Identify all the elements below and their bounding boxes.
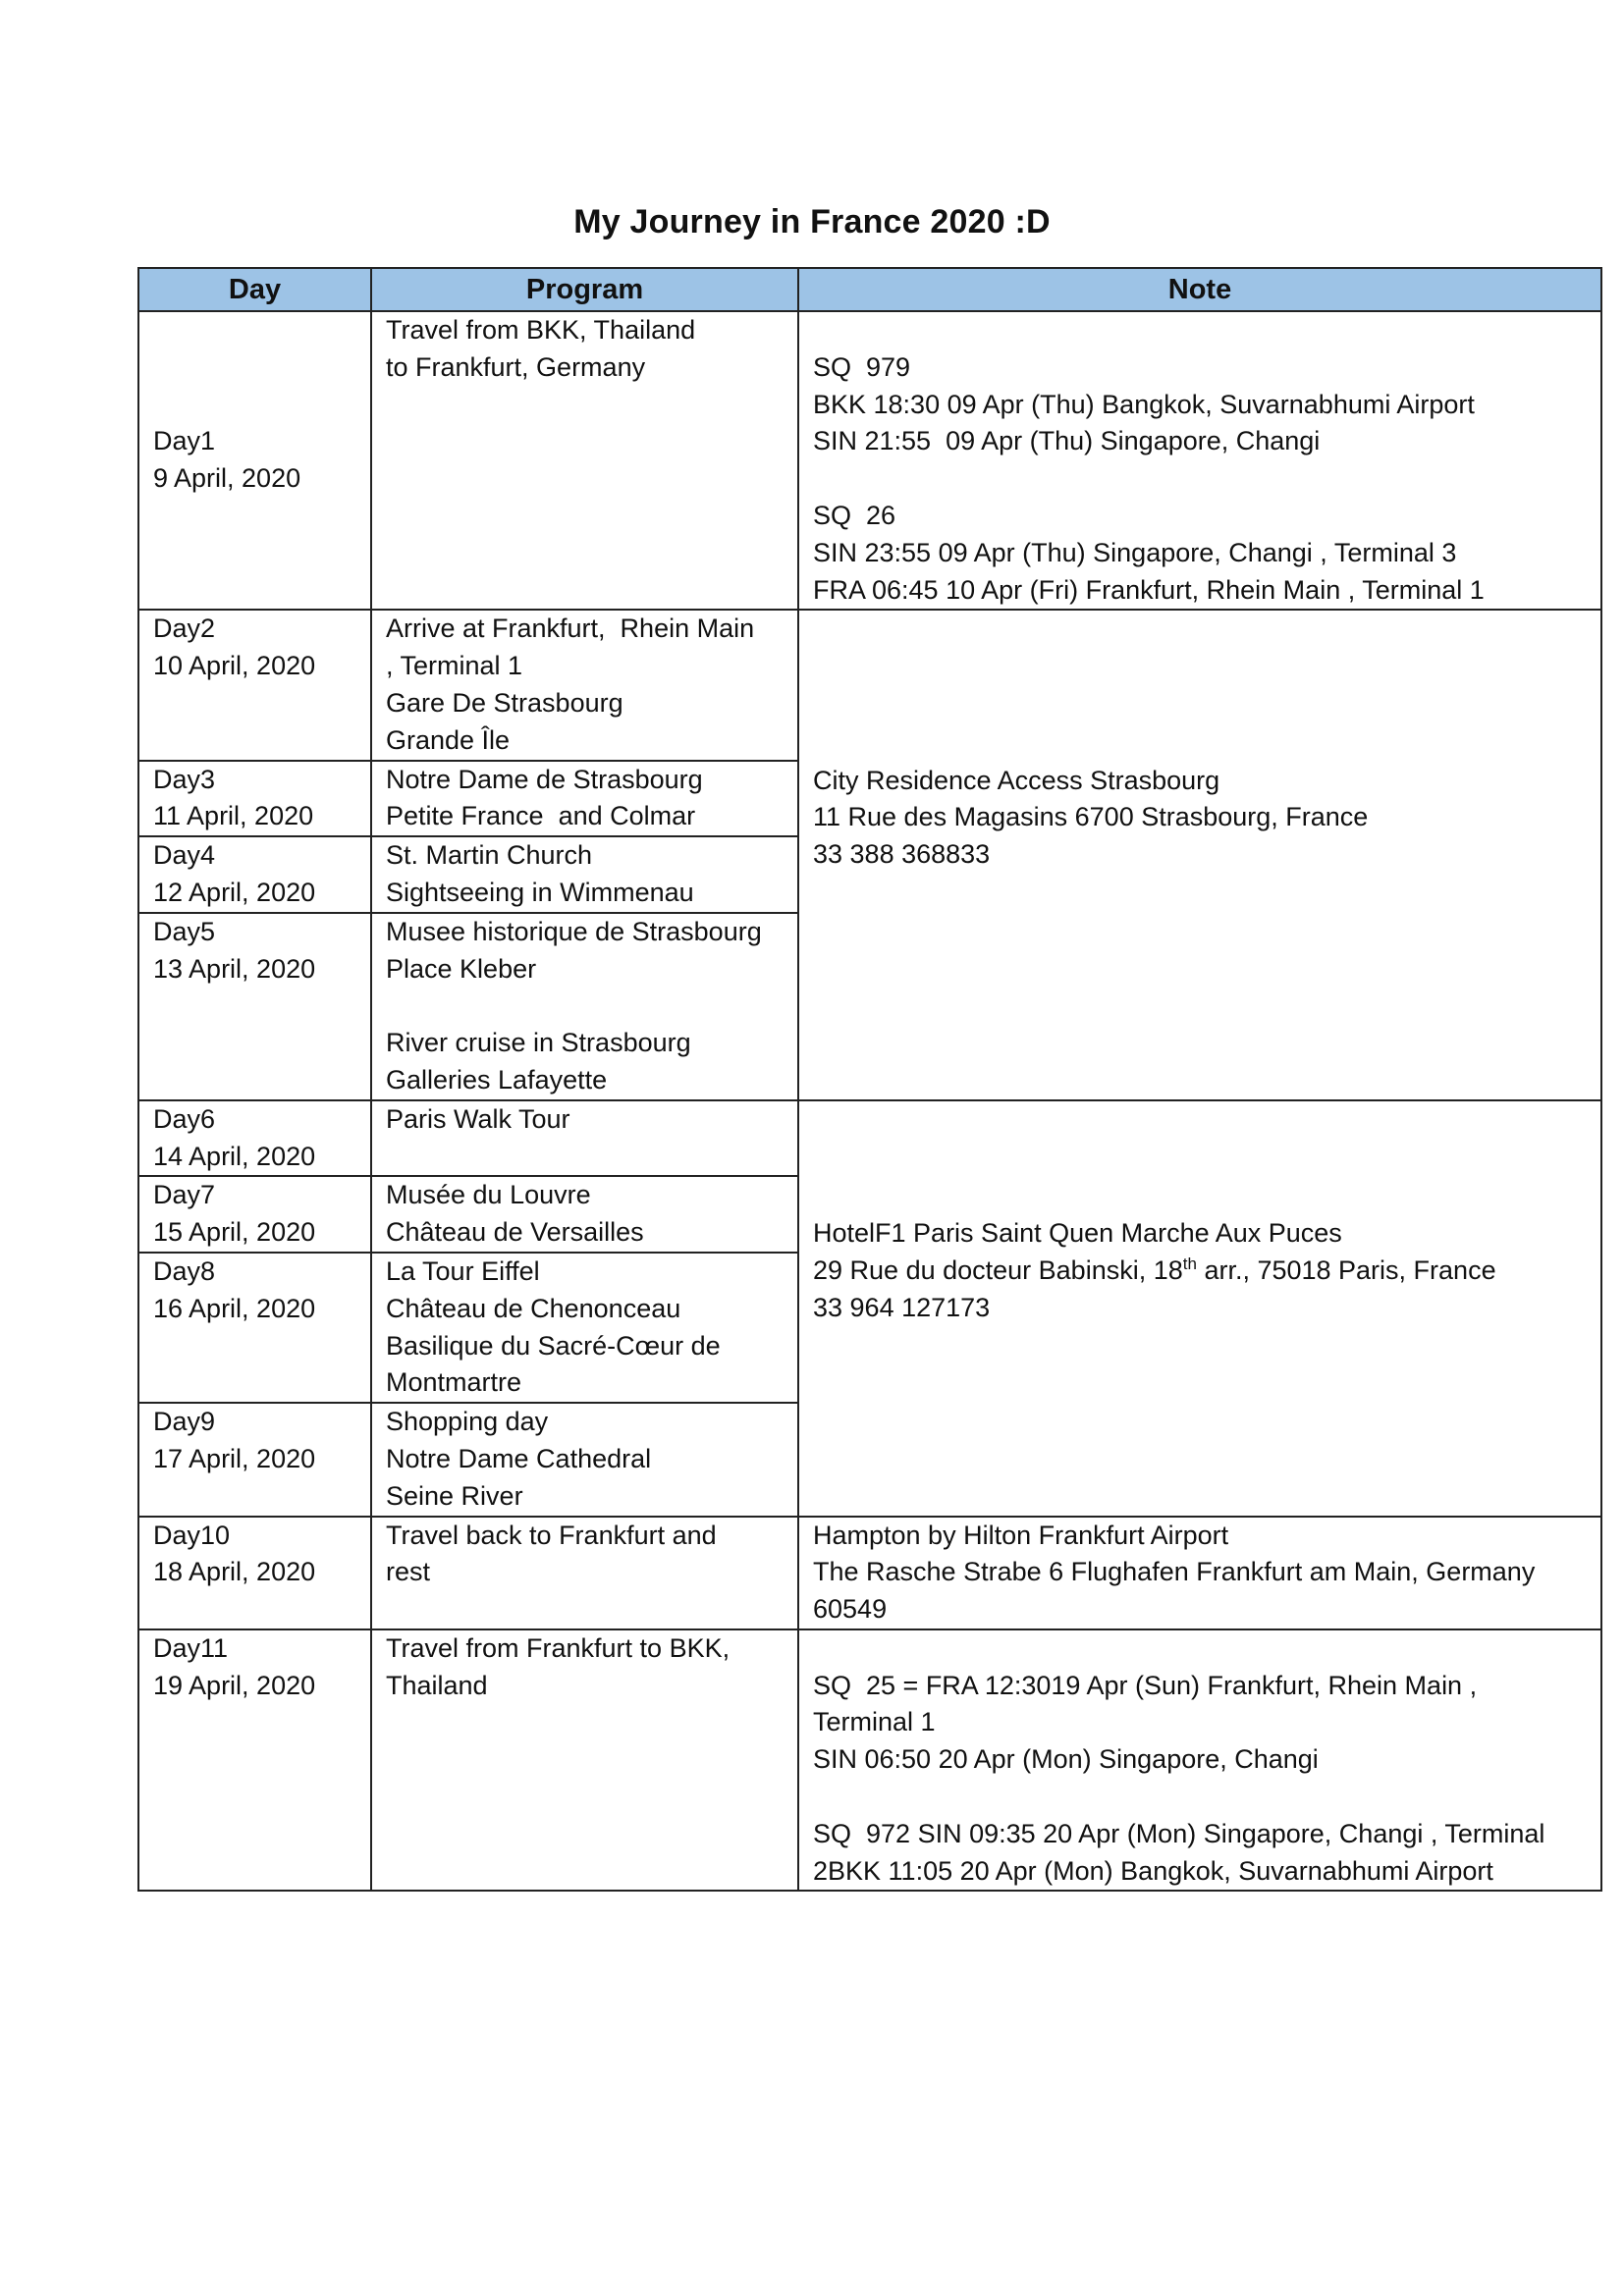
day-date: 10 April, 2020 (153, 651, 316, 681)
note-line: SIN 06:50 20 Apr (Mon) Singapore, Changi (813, 1744, 1319, 1775)
program-item: Travel back to Frankfurt and (386, 1520, 717, 1550)
day-date: 18 April, 2020 (153, 1557, 316, 1587)
day-label: Day8 (153, 1255, 216, 1286)
day-date: 16 April, 2020 (153, 1293, 316, 1323)
note-line: FRA 06:45 10 Apr (Fri) Frankfurt, Rhein Main , Terminal 1 (813, 574, 1485, 605)
note-line: SQ 26 (813, 500, 896, 530)
program-item: Galleries Lafayette (386, 1064, 608, 1095)
program-item: Château de Chenonceau (386, 1293, 681, 1323)
program-item: Paris Walk Tour (386, 1103, 570, 1134)
day-label: Day4 (153, 840, 216, 871)
day-cell (138, 1100, 371, 1177)
note-line: 2BKK 11:05 20 Apr (Mon) Bangkok, Suvarnabhumi Airport (813, 1855, 1493, 1886)
day-label: Day3 (153, 764, 216, 794)
note-line: SIN 21:55 09 Apr (Thu) Singapore, Changi (813, 426, 1321, 456)
note-cell-flight-return (798, 1629, 1601, 1892)
day-date: 12 April, 2020 (153, 877, 316, 907)
note-line (813, 1630, 1587, 1668)
table-row (138, 610, 1601, 760)
day-cell (138, 913, 371, 1100)
program-item: Musée du Louvre (386, 1180, 591, 1210)
program-cell (371, 913, 798, 1100)
table-row (138, 311, 1601, 610)
note-line: 33 964 127173 (813, 1292, 991, 1322)
program-item: Place Kleber (386, 953, 537, 984)
program-cell (371, 610, 798, 760)
program-item: St. Martin Church (386, 840, 593, 871)
program-item: to Frankfurt, Germany (386, 351, 646, 382)
note-cell-hotel-strasbourg (798, 610, 1601, 1099)
program-cell (371, 1253, 798, 1403)
day-cell (138, 1403, 371, 1516)
day-cell (138, 761, 371, 837)
day-date: 14 April, 2020 (153, 1141, 316, 1171)
program-item: rest (386, 1557, 431, 1587)
table-row (138, 1100, 1601, 1177)
program-cell (371, 1517, 798, 1629)
column-header-program: Program (371, 268, 798, 311)
table-row (138, 1517, 1601, 1629)
program-item: Travel from Frankfurt to BKK, (386, 1632, 731, 1663)
address-text: arr., 75018 Paris, France (1196, 1255, 1496, 1285)
day-date: 13 April, 2020 (153, 953, 316, 984)
day-cell (138, 836, 371, 913)
itinerary-table (137, 267, 1602, 1892)
day-label: Day10 (153, 1520, 231, 1550)
note-line-address (813, 1253, 1587, 1290)
program-item: Basilique du Sacré-Cœur de (386, 1330, 721, 1361)
program-item: River cruise in Strasbourg (386, 1028, 691, 1058)
program-item: Thailand (386, 1670, 488, 1700)
program-item: Grande Île (386, 724, 511, 755)
day-cell (138, 1517, 371, 1629)
note-line: HotelF1 Paris Saint Quen Marche Aux Puces (813, 1218, 1342, 1249)
day-date: 15 April, 2020 (153, 1217, 316, 1248)
table-header-row (138, 268, 1601, 311)
column-header-note: Note (798, 268, 1601, 311)
program-cell (371, 1176, 798, 1253)
day-label: Day6 (153, 1103, 216, 1134)
address-superscript: th (1182, 1254, 1197, 1273)
program-item: Notre Dame Cathedral (386, 1443, 652, 1473)
program-cell (371, 1100, 798, 1177)
program-item: Gare De Strasbourg (386, 687, 623, 718)
column-header-day: Day (138, 268, 371, 311)
program-item: Shopping day (386, 1407, 549, 1437)
note-cell-flight-outbound (798, 311, 1601, 610)
program-item: Montmartre (386, 1367, 522, 1398)
program-item (386, 988, 784, 1025)
day-label: Day9 (153, 1407, 216, 1437)
day-label: Day5 (153, 916, 216, 946)
spacer (813, 1327, 1587, 1364)
day-label: Day2 (153, 614, 216, 644)
day-cell (138, 311, 371, 610)
note-line (813, 460, 1587, 498)
day-date: 17 April, 2020 (153, 1443, 316, 1473)
note-line: SQ 972 SIN 09:35 20 Apr (Mon) Singapore, Changi , Terminal (813, 1818, 1545, 1848)
program-item: Petite France and Colmar (386, 801, 696, 831)
page-title: My Journey in France 2020 :D (573, 203, 1051, 240)
note-line: SQ 25 = FRA 12:3019 Apr (Sun) Frankfurt, Rhein Main , (813, 1670, 1478, 1700)
day-date: 19 April, 2020 (153, 1670, 316, 1700)
spacer (813, 874, 1587, 911)
note-line: BKK 18:30 09 Apr (Thu) Bangkok, Suvarnabhumi Airport (813, 389, 1475, 419)
note-line (813, 1779, 1587, 1816)
day-cell (138, 1253, 371, 1403)
day-label: Day1 (153, 426, 216, 456)
program-cell (371, 311, 798, 610)
note-line: 33 388 368833 (813, 839, 991, 870)
program-item: Notre Dame de Strasbourg (386, 764, 703, 794)
day-cell (138, 610, 371, 760)
program-item: Château de Versailles (386, 1217, 644, 1248)
note-line: 11 Rue des Magasins 6700 Strasbourg, France (813, 802, 1369, 832)
note-cell-hotel-paris (798, 1100, 1601, 1517)
program-item: Sightseeing in Wimmenau (386, 877, 694, 907)
day-date: 11 April, 2020 (153, 801, 314, 831)
note-line: SIN 23:55 09 Apr (Thu) Singapore, Changi , Terminal 3 (813, 537, 1457, 567)
note-cell-hotel-frankfurt (798, 1517, 1601, 1629)
program-cell (371, 761, 798, 837)
table-row (138, 1629, 1601, 1892)
program-item: Arrive at Frankfurt, Rhein Main (386, 614, 755, 644)
note-line (813, 312, 1587, 349)
day-label: Day11 (153, 1632, 229, 1663)
program-item: Seine River (386, 1480, 523, 1511)
note-line: Terminal 1 (813, 1707, 936, 1737)
spacer (813, 1363, 1587, 1401)
program-cell (371, 1629, 798, 1892)
day-cell (138, 1629, 371, 1892)
program-item: Musee historique de Strasbourg (386, 916, 762, 946)
note-line: City Residence Access Strasbourg (813, 765, 1220, 795)
program-cell (371, 1403, 798, 1516)
note-line: 60549 (813, 1594, 888, 1625)
spacer (813, 911, 1587, 948)
program-item: Travel from BKK, Thailand (386, 315, 696, 345)
day-label: Day7 (153, 1180, 216, 1210)
program-cell (371, 836, 798, 913)
day-date: 9 April, 2020 (153, 463, 301, 494)
note-line: SQ 979 (813, 351, 911, 382)
day-cell (138, 1176, 371, 1253)
note-line: Hampton by Hilton Frankfurt Airport (813, 1520, 1229, 1550)
address-text: 29 Rue du docteur Babinski, 18 (813, 1255, 1183, 1285)
program-item: La Tour Eiffel (386, 1255, 540, 1286)
note-line: The Rasche Strabe 6 Flughafen Frankfurt am Main, Germany (813, 1557, 1536, 1587)
program-item: , Terminal 1 (386, 651, 523, 681)
